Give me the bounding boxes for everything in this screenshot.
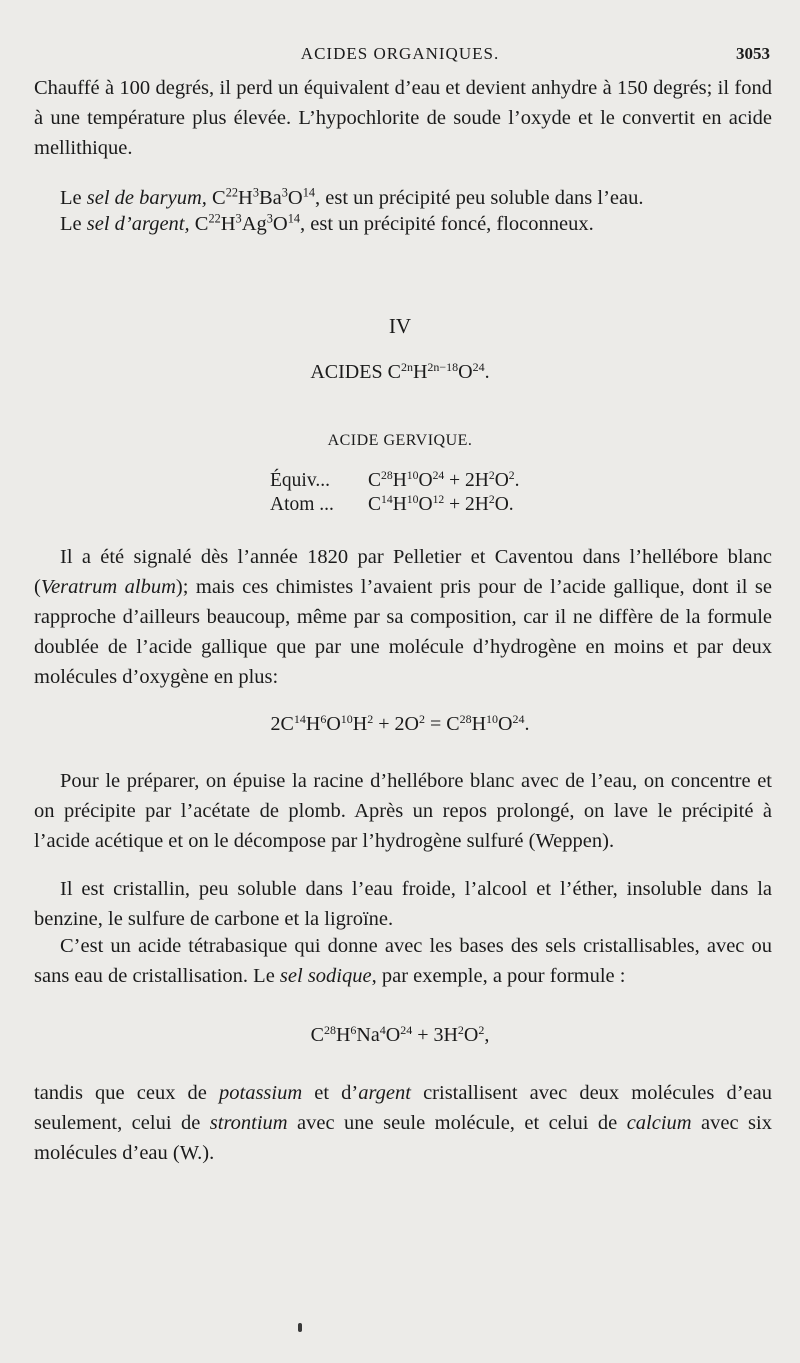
equiv-label: Équiv... bbox=[270, 470, 330, 491]
silver-salt-name: sel d’argent, bbox=[86, 213, 190, 235]
paragraph-tetrabasic: C’est un acide tétrabasique qui donne avec les bases des sels cristallisables, avec ou sans eau de cristallisation. Le sel sodique, par exemple, a pour formule : bbox=[34, 935, 772, 987]
paragraph-salts-water: tandis que ceux de potassium et d’argent cristallisent avec deux molécules d’eau seulement, celui de strontium avec une seule molécule, et celui de calcium avec six molécules d’eau (W.). bbox=[34, 1082, 772, 1164]
silver-formula: $C^{22}H^3Ag^3O^{14}$ bbox=[194, 211, 301, 235]
atom-formula: $C^{14}H^{10}O^{12} + 2H^2O$. bbox=[368, 492, 514, 515]
silver-salt-line: Le sel d’argent, $C^{22}H^3Ag^3O^{14}$, est un précipité foncé, floconneux. bbox=[60, 211, 594, 235]
atom-label: Atom ... bbox=[270, 494, 334, 515]
equiv-formula: $C^{28}H^{10}O^{24} + 2H^2O^2$. bbox=[368, 468, 520, 491]
barium-formula: $C^{22}H^3Ba^3O^{14}$ bbox=[212, 185, 316, 209]
equation-gallic: $2C^{14}H^6O^{10}H^2 + 2O^2 = C^{28}H^{10}O^{24}$. bbox=[270, 711, 530, 735]
equivalent-formula-row bbox=[270, 470, 520, 492]
barium-salt-name: sel de baryum, bbox=[86, 187, 207, 209]
equation-sodium-salt: $C^{28}H^6Na^4O^{24} + 3H^2O^2$, bbox=[310, 1022, 490, 1046]
paragraph-anhydre: Chauffé à 100 degrés, il perd un équivalent d’eau et devient anhydre à 150 degrés; il fond à une température plus élevée. L’hypochlorite de soude l’oxyde et le convertit en acide mellithique. bbox=[34, 77, 772, 159]
paragraph-preparation: Pour le préparer, on épuise la racine d’hellébore blanc avec de l’eau, on concentre et on précipite par l’acétate de plomb. Après un repos prolongé, on lave le précipité à l’acide acétique et on le décompose par l’hydrogène sulfuré (Weppen). bbox=[34, 770, 772, 852]
running-header bbox=[0, 44, 800, 70]
running-title: ACIDES ORGANIQUES. bbox=[300, 44, 500, 63]
section-number: IV bbox=[388, 314, 412, 338]
atomic-formula-row bbox=[270, 494, 514, 516]
paragraph-properties: Il est cristallin, peu soluble dans l’eau froide, l’alcool et l’éther, insoluble dans la benzine, le sulfure de carbone et la ligroïne. bbox=[34, 878, 772, 930]
paragraph-history: Il a été signalé dès l’année 1820 par Pelletier et Caventou dans l’hellébore blanc (Veratrum album); mais ces chimistes l’avaient pris pour de l’acide gallique, dont il se rapproche d’ailleurs beaucoup, même par sa composition, car il ne diffère de la formule doublée de l’acide gallique que par une molécule d’hydrogène en moins et par deux molécules d’oxygène en plus: bbox=[34, 546, 772, 688]
acid-family-heading: ACIDES $C^{2n}H^{2n-18}O^{24}$. bbox=[310, 359, 490, 383]
ink-speck bbox=[298, 1323, 302, 1332]
family-formula: $C^{2n}H^{2n-18}O^{24}$ bbox=[387, 359, 485, 383]
sodium-salt-name: sel sodique bbox=[279, 965, 372, 987]
acid-title: ACIDE GERVIQUE. bbox=[327, 432, 473, 449]
veratrum-name: Veratrum album bbox=[40, 576, 176, 598]
barium-salt-line: Le sel de baryum, $C^{22}H^3Ba^3O^{14}$, est un précipité peu soluble dans l’eau. bbox=[60, 185, 644, 209]
page-number: 3053 bbox=[736, 44, 770, 63]
